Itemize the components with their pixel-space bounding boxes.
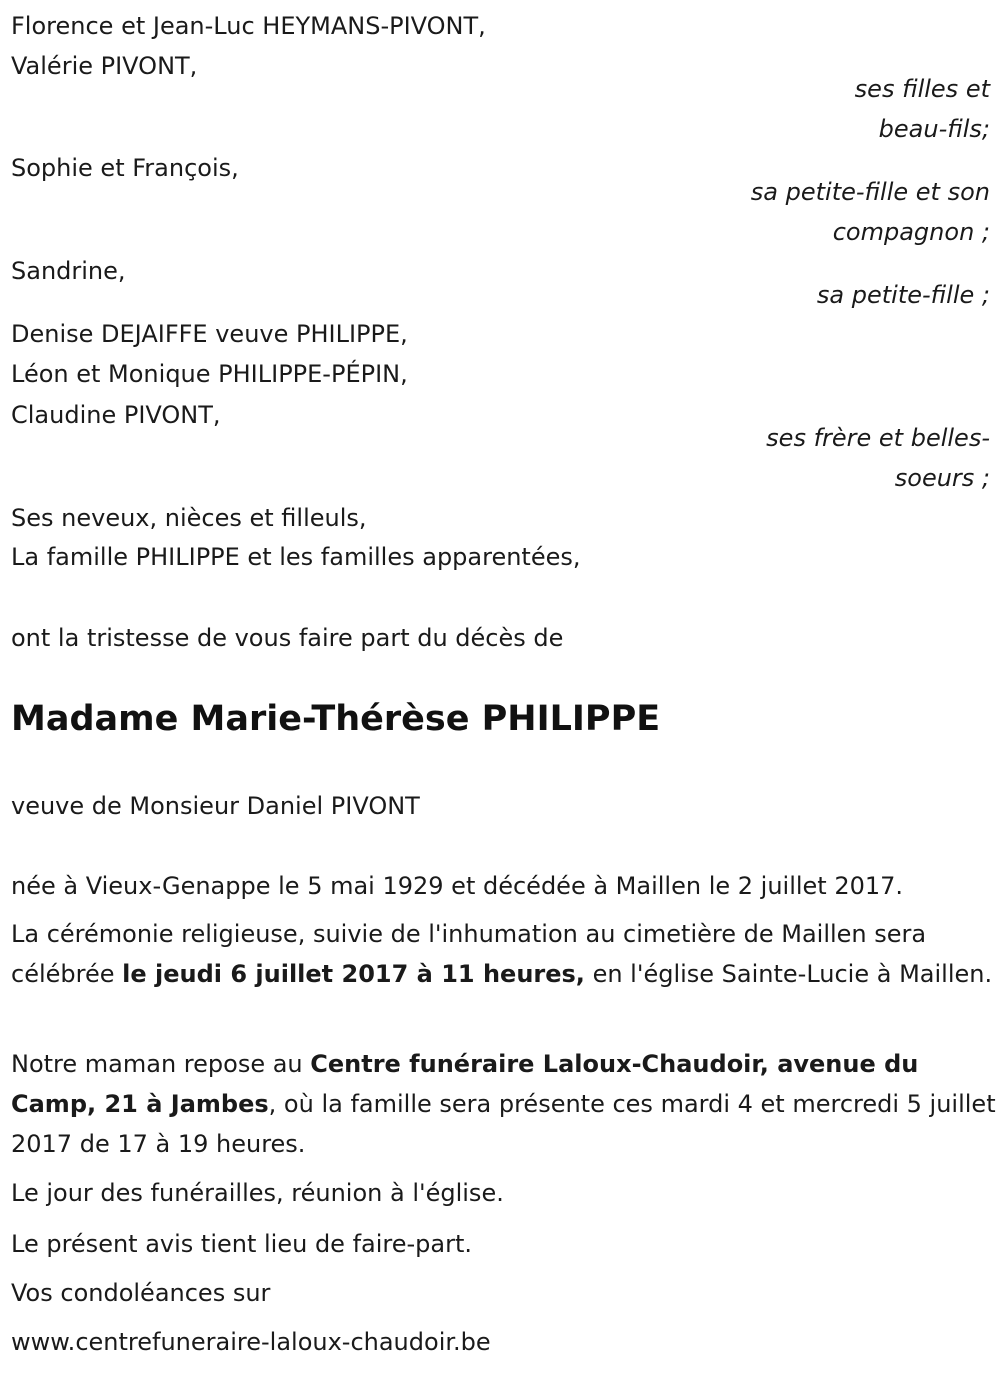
family-line: Léon et Monique PHILIPPE-PÉPIN, — [11, 360, 408, 388]
rest-text: Notre maman repose au — [11, 1050, 311, 1078]
website-link[interactable]: www.centrefuneraire-laloux-chaudoir.be — [11, 1328, 491, 1356]
family-line: La famille PHILIPPE et les familles apparentées, — [11, 543, 581, 571]
deceased-name: Madame Marie-Thérèse PHILIPPE — [11, 699, 661, 739]
funeral-center: Centre funéraire Laloux-Chaudoir, avenue du Camp, 21 à Jambes — [11, 1050, 919, 1118]
family-line: Denise DEJAIFFE veuve PHILIPPE, — [11, 320, 408, 348]
family-line: Sandrine, — [11, 257, 126, 285]
relation-label: ses filles et — [854, 75, 990, 103]
visiting-hours: , où la famille sera présente ces mardi 4 et mercredi 5 juillet 2017 de 17 à 19 heures. — [11, 1090, 996, 1158]
notice-text: Le présent avis tient lieu de faire-part. — [11, 1230, 473, 1258]
relation-label: soeurs ; — [894, 464, 990, 492]
widow-of-text: veuve de Monsieur Daniel PIVONT — [11, 792, 420, 820]
ceremony-place: en l'église Sainte-Lucie à Maillen. — [584, 960, 993, 988]
condolences-label: Vos condoléances sur — [11, 1279, 271, 1307]
ceremony-text: La cérémonie religieuse, suivie de l'inhumation au cimetière de Maillen sera célébrée — [11, 920, 927, 988]
family-line: Claudine PIVONT, — [11, 401, 221, 429]
announcement-text: ont la tristesse de vous faire part du décès de — [11, 624, 564, 652]
relation-label: sa petite-fille et son — [750, 178, 990, 206]
rest-paragraph — [11, 1044, 996, 1164]
ceremony-date: le jeudi 6 juillet 2017 à 11 heures, — [122, 960, 585, 988]
family-line: Valérie PIVONT, — [11, 52, 198, 80]
relation-label: beau-fils; — [878, 115, 990, 143]
birth-death-text: née à Vieux-Genappe le 5 mai 1929 et décédée à Maillen le 2 juillet 2017. — [11, 872, 904, 900]
relation-label: compagnon ; — [832, 218, 990, 246]
ceremony-paragraph — [11, 914, 996, 994]
family-line: Sophie et François, — [11, 154, 239, 182]
relation-label: sa petite-fille ; — [816, 281, 990, 309]
family-line: Florence et Jean-Luc HEYMANS-PIVONT, — [11, 12, 486, 40]
family-line: Ses neveux, nièces et filleuls, — [11, 504, 367, 532]
funeral-day-text: Le jour des funérailles, réunion à l'église. — [11, 1179, 504, 1207]
relation-label: ses frère et belles- — [766, 424, 990, 452]
